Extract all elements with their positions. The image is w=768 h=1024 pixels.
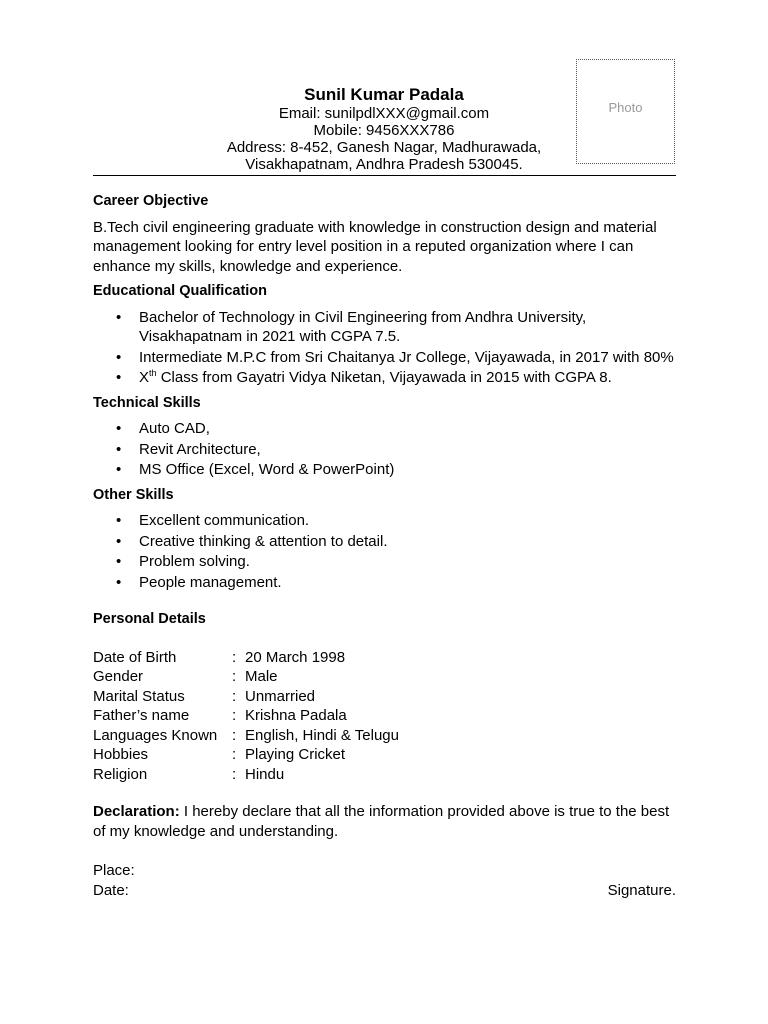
other-skills-list: [93, 511, 676, 592]
address-line-1: Address: 8-452, Ganesh Nagar, Madhurawada,: [226, 139, 542, 156]
place-line: Place:: [93, 862, 135, 879]
mobile-line: Mobile: 9456XXX786: [313, 122, 455, 139]
career-objective-title: Career Objective: [93, 193, 209, 209]
personal-details-section: [93, 610, 676, 784]
list-item: • People management.: [93, 573, 676, 593]
technical-skills-title: Technical Skills: [93, 394, 201, 411]
declaration-text: I hereby declare that all the information provided above is true to the best of my knowledge and understanding.: [93, 803, 670, 840]
photo-label: Photo: [608, 100, 643, 115]
list-item: • Revit Architecture,: [93, 440, 676, 460]
list-item: • Creative thinking & attention to detail.: [93, 532, 676, 552]
detail-label: Gender: [93, 668, 144, 685]
detail-separator: :: [232, 746, 237, 763]
tenth-rest: Class from Gayatri Vidya Niketan, Vijayawada in 2015 with CGPA 8.: [156, 369, 612, 386]
resume-header: [200, 86, 568, 173]
table-row: [93, 765, 399, 785]
career-objective-section: [93, 192, 676, 276]
other-skills-title: Other Skills: [93, 486, 174, 503]
table-row: [93, 726, 399, 746]
list-item: • Bachelor of Technology in Civil Engineering from Andhra University, Visakhapatnam in 2021 with CGPA 7.5.: [93, 308, 676, 347]
table-row: [93, 706, 399, 726]
declaration-label: Declaration:: [93, 803, 180, 820]
resume-body: [93, 192, 676, 900]
list-item: • Intermediate M.P.C from Sri Chaitanya Jr College, Vijayawada, in 2017 with 80%: [93, 348, 676, 368]
detail-separator: :: [232, 726, 237, 744]
signature-line: Signature.: [607, 881, 676, 899]
list-item: [93, 368, 676, 388]
personal-details-title: Personal Details: [93, 611, 206, 627]
detail-separator: :: [232, 765, 237, 783]
career-objective-text: B.Tech civil engineering graduate with knowledge in construction design and material management looking for entry level position in a reputed organization where I can enhance my skills, knowledge and experience.: [93, 218, 657, 275]
detail-label: Father’s name: [93, 707, 190, 724]
detail-separator: :: [232, 648, 237, 666]
detail-value: 20 March 1998: [245, 648, 346, 666]
detail-value: Krishna Padala: [245, 707, 347, 724]
list-item: • Problem solving.: [93, 552, 676, 572]
other-skills-section: [93, 486, 676, 593]
education-title: Educational Qualification: [93, 283, 268, 299]
detail-label: Marital Status: [93, 687, 185, 705]
detail-label: Religion: [93, 765, 148, 783]
header-divider: [93, 175, 676, 176]
detail-separator: :: [232, 668, 237, 685]
candidate-name: Sunil Kumar Padala: [304, 85, 464, 104]
detail-separator: :: [232, 707, 237, 724]
detail-value: Unmarried: [245, 687, 316, 705]
detail-value: English, Hindi & Telugu: [245, 726, 399, 744]
declaration-paragraph: [93, 802, 676, 841]
detail-value: Playing Cricket: [245, 746, 346, 763]
list-item: • MS Office (Excel, Word & PowerPoint): [93, 460, 676, 480]
detail-label: Hobbies: [93, 746, 149, 763]
tenth-sup: th: [149, 368, 157, 378]
tenth-prefix: X: [139, 369, 150, 386]
detail-value: Hindu: [245, 765, 285, 783]
table-row: [93, 745, 399, 765]
education-list: [93, 308, 676, 388]
detail-label: Languages Known: [93, 726, 218, 744]
personal-details-table: [93, 648, 399, 785]
list-item: • Excellent communication.: [93, 511, 676, 531]
table-row: [93, 687, 399, 707]
detail-label: Date of Birth: [93, 648, 177, 666]
table-row: [93, 648, 399, 668]
technical-skills-list: [93, 419, 676, 480]
photo-placeholder: [576, 59, 675, 164]
technical-skills-section: [93, 394, 676, 480]
detail-separator: :: [232, 687, 237, 705]
date-line: Date:: [93, 881, 129, 899]
address-line-2: Visakhapatnam, Andhra Pradesh 530045.: [245, 156, 523, 173]
list-item: • Auto CAD,: [93, 419, 676, 439]
table-row: [93, 667, 399, 687]
date-signature-row: [93, 881, 676, 901]
resume-footer: [93, 861, 676, 900]
email-line: Email: sunilpdlXXX@gmail.com: [278, 105, 490, 122]
detail-value: Male: [245, 668, 278, 685]
education-section: [93, 282, 676, 388]
